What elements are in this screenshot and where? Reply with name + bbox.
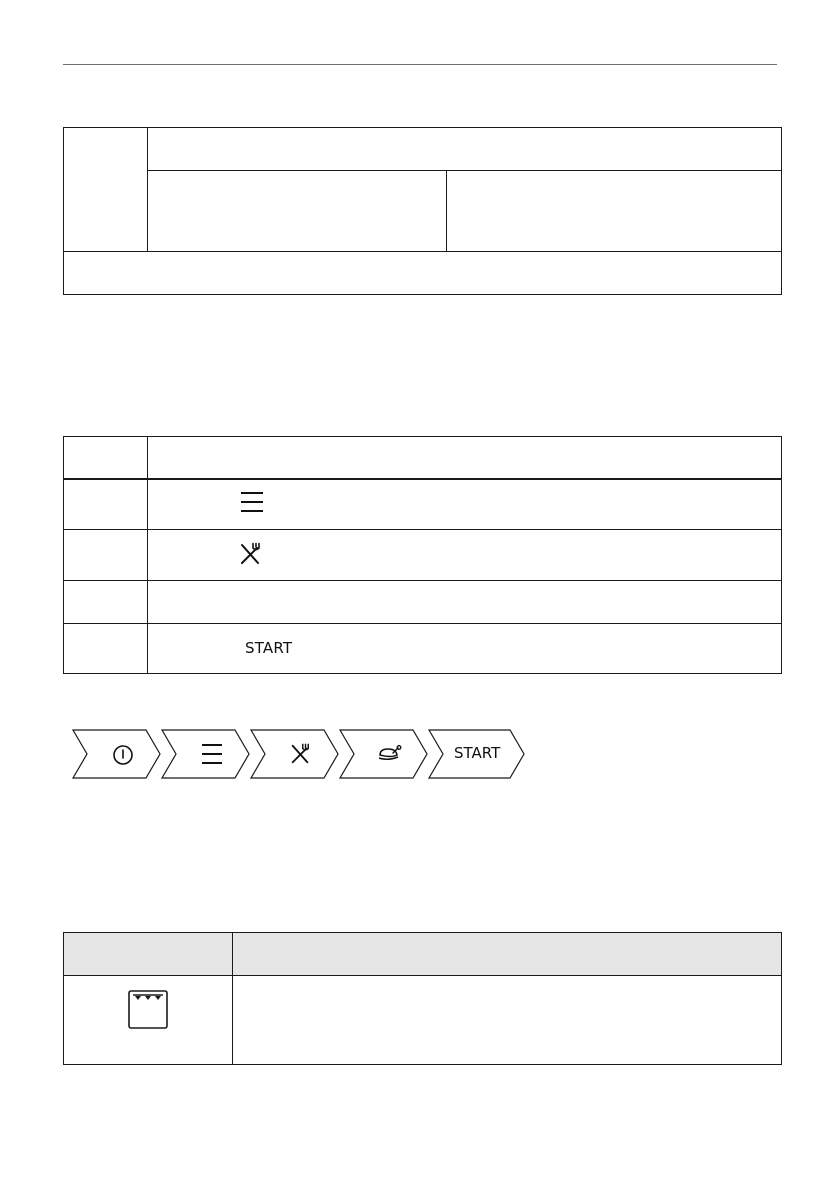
- menu-icon: [200, 743, 224, 765]
- start-button-label: START: [245, 639, 293, 657]
- fork-spoon-icon: [238, 542, 262, 566]
- power-icon: [112, 744, 134, 766]
- table-two-divider: [63, 623, 782, 624]
- table-two-divider: [63, 580, 782, 581]
- table-one-divider: [446, 170, 447, 251]
- chain-step-food[interactable]: [337, 728, 437, 780]
- header-rule: [63, 64, 777, 65]
- fork-spoon-icon: [289, 743, 311, 765]
- table-two-divider: [63, 529, 782, 530]
- oven-top-heat-icon: [126, 988, 170, 1030]
- table-one-border: [63, 127, 782, 295]
- table-one-divider: [147, 170, 782, 171]
- step-chain: [70, 728, 530, 780]
- table-one-divider: [63, 251, 782, 252]
- menu-icon: [239, 490, 265, 514]
- start-label: START: [454, 744, 501, 762]
- table-two-divider: [147, 436, 148, 674]
- chain-step-start[interactable]: [426, 728, 526, 780]
- table-three-divider: [63, 975, 782, 976]
- roast-chicken-icon: [377, 744, 403, 764]
- chain-step-dishes[interactable]: [248, 728, 348, 780]
- table-three-border: [63, 932, 782, 1065]
- table-two-border: [63, 436, 782, 674]
- chain-step-power[interactable]: [70, 728, 170, 780]
- chain-step-menu[interactable]: [159, 728, 259, 780]
- table-three-divider: [232, 932, 233, 1065]
- table-two-header-divider: [63, 478, 782, 480]
- table-one-divider: [147, 127, 148, 251]
